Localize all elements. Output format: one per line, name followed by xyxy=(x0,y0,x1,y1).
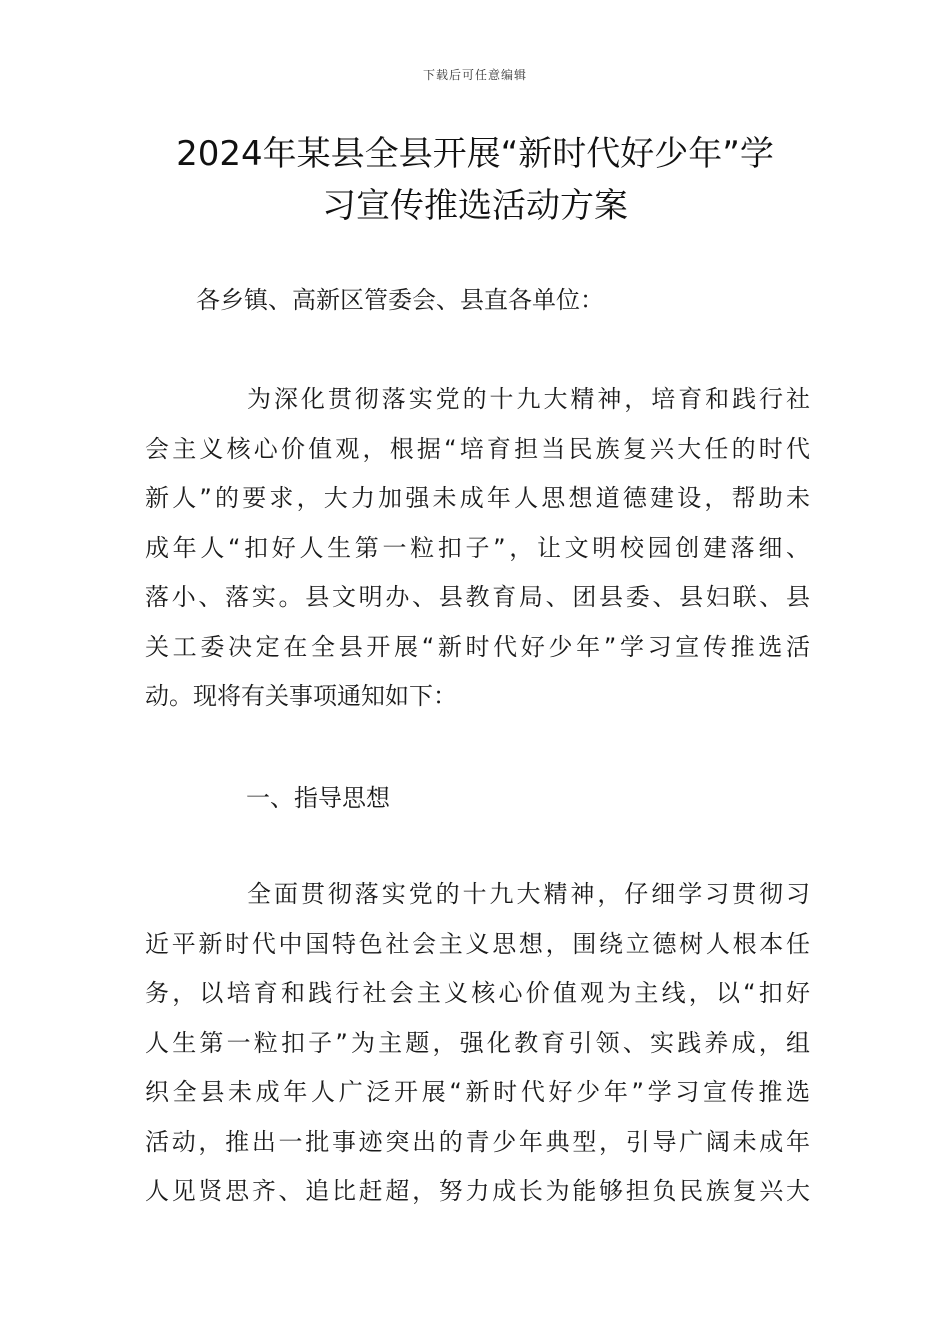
paragraph-guiding-ideology xyxy=(145,870,810,1217)
paragraph-line: 全面贯彻落实党的十九大精神，仔细学习贯彻习 xyxy=(247,880,810,908)
header-note: 下载后可任意编辑 xyxy=(422,68,527,82)
paragraph-line: 会主义核心价值观，根据“培育担当民族复兴大任的时代 xyxy=(145,434,810,463)
paragraph-line: 人生第一粒扣子”为主题，强化教育引领、实践养成，组 xyxy=(145,1028,810,1057)
paragraph-line: 人见贤思齐、追比赶超，努力成长为能够担负民族复兴大 xyxy=(145,1177,810,1205)
paragraph-line: 动。现将有关事项通知如下： xyxy=(145,682,457,710)
document-title xyxy=(100,128,850,232)
title-line-1: 2024年某县全县开展“新时代好少年”学 xyxy=(176,134,774,174)
paragraph-line: 近平新时代中国特色社会主义思想，围绕立德树人根本任 xyxy=(145,929,810,958)
paragraph-line: 成年人“扣好人生第一粒扣子”，让文明校园创建落细、 xyxy=(145,533,810,562)
paragraph-line: 织全县未成年人广泛开展“新时代好少年”学习宣传推选 xyxy=(145,1078,810,1106)
paragraph-line: 活动，推出一批事迹突出的青少年典型，引导广阔未成年 xyxy=(145,1127,810,1156)
section-heading-guiding-ideology: 一、指导思想 xyxy=(246,784,390,812)
paragraph-line: 落小、落实。县文明办、县教育局、团县委、县妇联、县 xyxy=(145,583,810,611)
title-line-2: 习宣传推选活动方案 xyxy=(322,186,628,226)
paragraph-line: 新人”的要求，大力加强未成年人思想道德建设，帮助未 xyxy=(145,484,810,512)
salutation: 各乡镇、高新区管委会、县直各单位： xyxy=(196,286,604,314)
paragraph-line: 务，以培育和践行社会主义核心价值观为主线，以“扣好 xyxy=(145,979,810,1007)
paragraph-intro xyxy=(145,375,810,722)
paragraph-line: 为深化贯彻落实党的十九大精神，培育和践行社 xyxy=(247,385,810,413)
paragraph-line: 关工委决定在全县开展“新时代好少年”学习宣传推选活 xyxy=(145,632,810,661)
